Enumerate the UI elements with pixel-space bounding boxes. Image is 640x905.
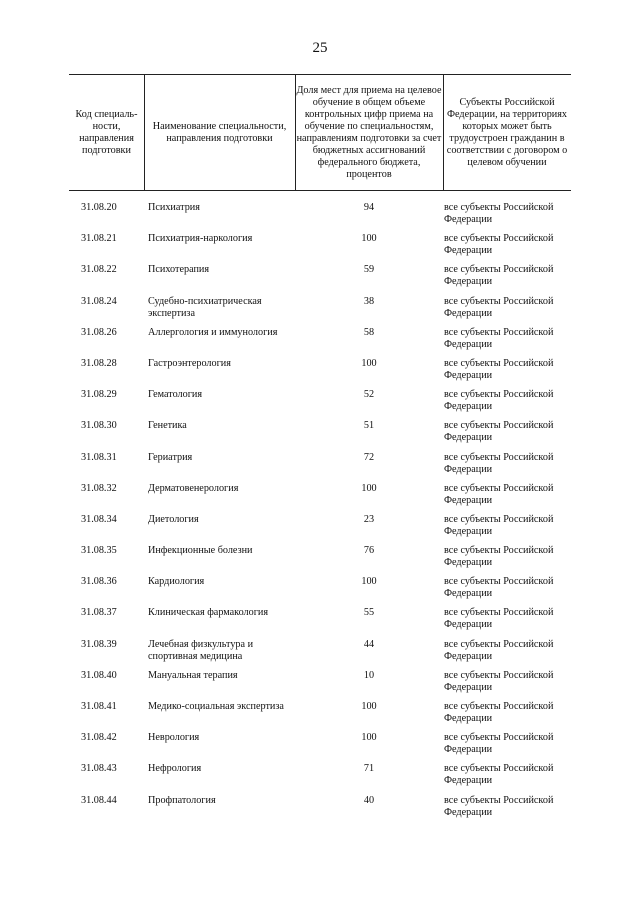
row-code: 31.08.32 [81,482,117,494]
row-region: все субъекты Российской Федерации [444,202,554,225]
table-row [69,763,571,794]
row-region: все субъекты Российской Федерации [444,763,554,787]
row-code: 31.08.22 [81,264,117,276]
row-code: 31.08.29 [81,389,117,401]
row-share: 59 [363,264,375,276]
row-name: Психиатрия [148,202,200,213]
row-name: Нефрология [148,763,202,775]
row-name: Инфекционные болезни [148,545,253,557]
table-row [69,607,571,638]
row-share: 58 [363,326,375,338]
row-region: все субъекты Российской Федерации [444,326,554,350]
row-region: все субъекты Российской Федерации [444,233,554,257]
row-region: все субъекты Российской Федерации [444,264,554,288]
table-row [69,514,571,545]
row-code: 31.08.40 [81,669,117,681]
table-row [69,389,571,420]
row-name: Диетология [148,513,199,525]
row-share: 40 [363,794,375,806]
row-code: 31.08.42 [81,732,117,744]
table-row [69,576,571,607]
row-code: 31.08.21 [81,233,117,245]
row-name: Генетика [148,420,187,432]
table-row [69,327,571,358]
header-name: Наименование специальности, направления подготовки [152,120,287,144]
row-share: 71 [363,763,375,775]
row-share: 100 [361,576,377,588]
row-name: Клиническая фармакология [148,607,269,619]
row-code: 31.08.43 [81,763,117,775]
row-region: все субъекты Российской Федерации [444,607,554,631]
row-name: Гериатрия [148,451,193,463]
table-body [69,202,571,826]
row-region: все субъекты Российской Федерации [444,420,554,444]
row-share: 51 [363,420,375,432]
row-region: все субъекты Российской Федерации [444,701,554,724]
row-name: Лечебная физкультура и спортивная медицина [148,638,254,662]
row-share: 76 [363,545,375,557]
header-code: Код специаль-ности, направления подготовки [75,108,138,156]
row-region: все субъекты Российской Федерации [444,482,554,506]
row-region: все субъекты Российской Федерации [444,451,554,475]
page-number: 25 [312,40,328,56]
row-name: Дерматовенерология [148,482,239,494]
table-row [69,452,571,483]
row-code: 31.08.37 [81,607,117,619]
row-share: 100 [361,732,377,744]
row-code: 31.08.24 [81,295,117,307]
row-code: 31.08.31 [81,451,117,463]
table-row [69,296,571,327]
row-code: 31.08.34 [81,513,117,525]
row-code: 31.08.28 [81,357,117,369]
row-share: 100 [361,357,377,369]
row-region: все субъекты Российской Федерации [444,732,554,756]
row-name: Кардиология [148,576,205,588]
row-name: Гастроэнтерология [148,357,231,369]
row-region: все субъекты Российской Федерации [444,389,554,413]
row-code: 31.08.44 [81,794,117,806]
row-code: 31.08.36 [81,576,117,588]
row-share: 52 [363,389,375,401]
table-row [69,420,571,451]
row-name: Психотерапия [148,264,210,276]
row-share: 44 [363,638,375,650]
row-share: 72 [363,451,375,463]
row-name: Гематология [148,389,203,401]
row-region: все субъекты Российской Федерации [444,669,554,693]
table-row [69,701,571,732]
row-share: 100 [361,701,377,712]
header-share: Доля мест для приема на целевое обучение в общем объеме контрольных цифр приема на обучение по специальностям, направлениям подготовки за счет бюджетных ассигнований федерального бюджета, процентов [296,84,442,180]
table-row [69,358,571,389]
header-regions: Субъекты Российской Федерации, на территориях которых может быть трудоустроен гражданин в соответствии с договором о целевом обучении [446,96,568,168]
row-code: 31.08.39 [81,638,117,650]
row-share: 94 [363,202,375,213]
row-share: 55 [363,607,375,619]
table-row [69,483,571,514]
row-name: Мануальная терапия [148,669,238,681]
row-name: Профпатология [148,794,216,806]
row-region: все субъекты Российской Федерации [444,576,554,600]
table-header [69,74,571,191]
row-name: Психиатрия-наркология [148,233,253,245]
row-name: Судебно-психиатрическая экспертиза [148,295,262,319]
table-row [69,202,571,233]
row-share: 100 [361,482,377,494]
row-region: все субъекты Российской Федерации [444,357,554,381]
row-share: 23 [363,513,375,525]
row-code: 31.08.26 [81,326,117,338]
row-code: 31.08.41 [81,701,117,712]
row-region: все субъекты Российской Федерации [444,545,554,569]
row-region: все субъекты Российской Федерации [444,295,554,319]
row-name: Медико-социальная экспертиза [148,701,284,712]
table-row [69,233,571,264]
table-row [69,795,571,826]
row-region: все субъекты Российской Федерации [444,638,554,662]
row-code: 31.08.35 [81,545,117,557]
table-row [69,264,571,295]
table-row [69,545,571,576]
row-code: 31.08.30 [81,420,117,432]
row-region: все субъекты Российской Федерации [444,794,554,818]
table-row [69,639,571,670]
row-name: Аллергология и иммунология [148,326,278,338]
table-row [69,670,571,701]
row-share: 100 [361,233,377,245]
row-share: 10 [363,669,375,681]
table-row [69,732,571,763]
row-code: 31.08.20 [81,202,117,213]
specialties-table [69,74,571,818]
row-share: 38 [363,295,375,307]
row-region: все субъекты Российской Федерации [444,513,554,537]
row-name: Неврология [148,732,200,744]
